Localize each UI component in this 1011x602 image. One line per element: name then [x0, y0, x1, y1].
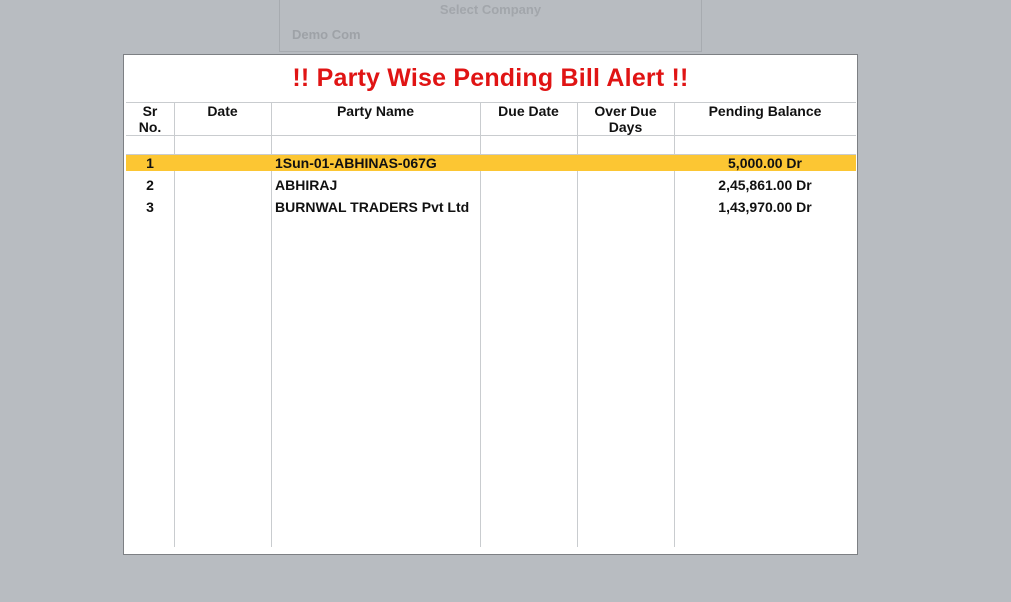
column-header-party-name: Party Name	[336, 103, 415, 119]
alert-title: !! Party Wise Pending Bill Alert !!	[292, 64, 689, 92]
table-row[interactable]	[126, 177, 856, 193]
column-header-date: Date	[207, 103, 238, 119]
row-sr-no: 1	[146, 155, 154, 171]
column-header-sr-no	[126, 103, 174, 135]
background-panel-title-text: Select Company	[439, 2, 542, 17]
header-bottom-border	[126, 135, 856, 136]
background-panel-title	[280, 2, 701, 17]
background-company-panel	[279, 0, 702, 52]
column-header-pending-balance: Pending Balance	[708, 103, 822, 119]
column-header-over-due-days	[577, 103, 674, 135]
column-header-over-due-days-label: Over Due Days	[594, 103, 657, 135]
row-party-name: 1Sun-01-ABHINAS-067G	[275, 155, 437, 171]
column-header-sr-no-label: Sr No.	[138, 103, 162, 135]
table-row[interactable]	[126, 199, 856, 215]
row-sr-no: 2	[146, 177, 154, 193]
column-header-due-date: Due Date	[498, 103, 559, 119]
row-pending-balance: 5,000.00 Dr	[728, 155, 802, 171]
pending-bill-table	[126, 102, 856, 547]
pending-bill-alert-dialog	[123, 54, 858, 555]
row-pending-balance: 1,43,970.00 Dr	[718, 199, 812, 215]
row-party-name: ABHIRAJ	[275, 177, 338, 193]
row-sr-no: 3	[146, 199, 154, 215]
row-pending-balance: 2,45,861.00 Dr	[718, 177, 812, 193]
table-row[interactable]	[126, 155, 856, 171]
background-company-name[interactable]: Demo Com	[292, 27, 361, 42]
row-party-name: BURNWAL TRADERS Pvt Ltd	[275, 199, 470, 215]
